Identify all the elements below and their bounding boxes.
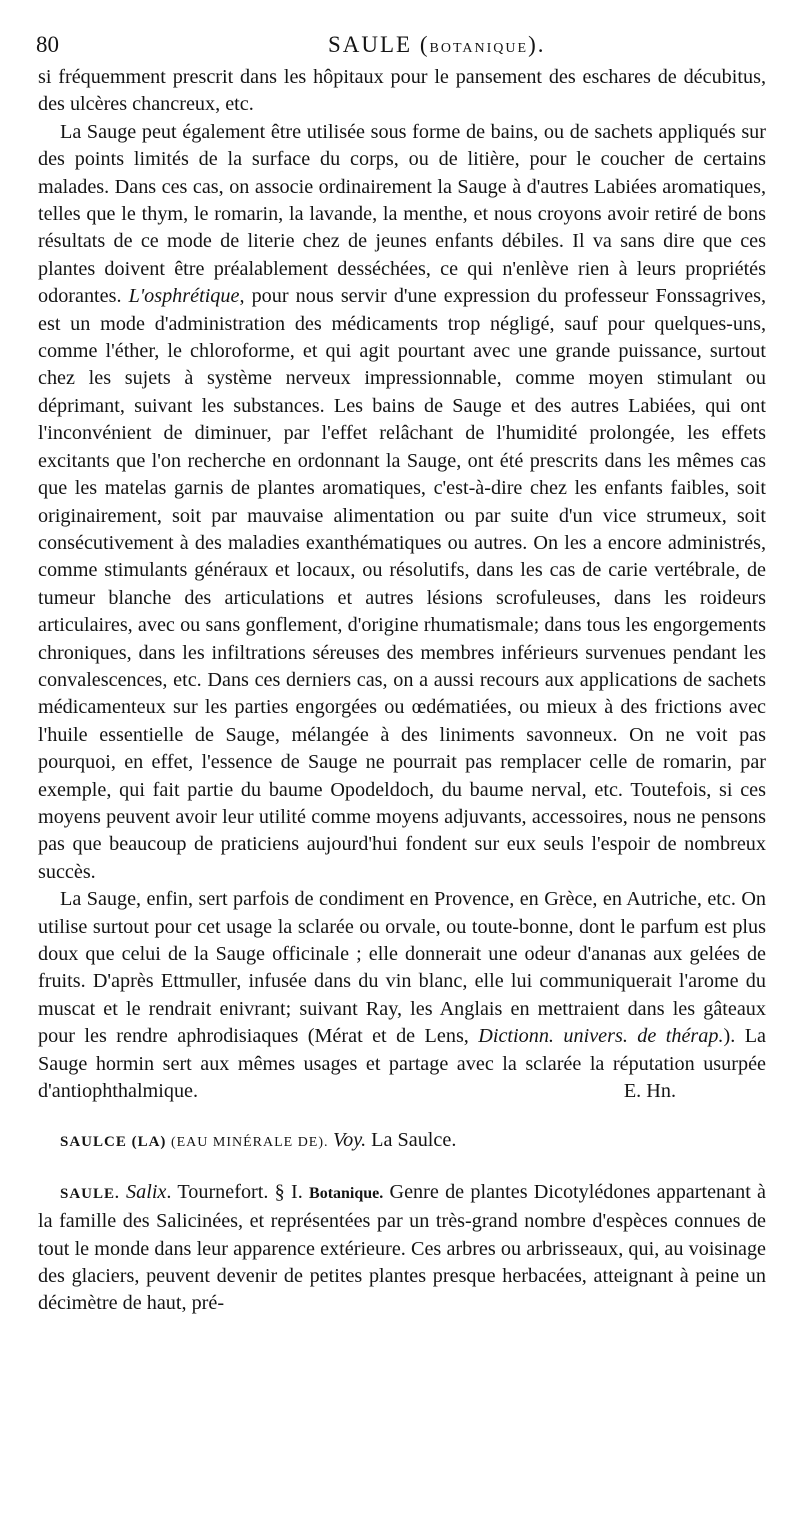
- entry-saule: [38, 1179, 766, 1318]
- body-text: [38, 64, 766, 1318]
- paragraph-text: ). La Sauge hormin sert aux mêmes usages et partage avec la sclarée la réputation usurpée d'antiophthalmique.: [38, 1025, 766, 1103]
- paragraph-text: La Sauge, enfin, sert parfois de condiment en Provence, en Grèce, en Autriche, etc. On utilise surtout pour cet usage la sclarée ou orvale, ou toute-bonne, dont le parfum est plus doux que celui de la Sauge officinale ; elle donnerait une odeur d'ananas aux gelées de fruits. D'après Ettmuller, infusée dans du vin blanc, elle lui communiquerait l'arome du muscat et le rendrait enivrant; suivant Ray, les Anglais en mettraient dans les gâteaux pour les rendre aphrodisiaques (Mérat et de Lens,: [38, 888, 766, 1048]
- entry-text: Genre de plantes Dicotylédones appartenant à la famille des Salicinées, et représentées par un très-grand nombre d'espèces connues de tout le monde dans leur apparence extérieure. Ces arbres ou arbrisseaux, qui, au voisinage des glaciers, peuvent devenir de petites plantes presque herbacées, atteignant à peine un décimètre de haut, pré-: [38, 1180, 767, 1315]
- latin-name: Salix: [126, 1180, 167, 1203]
- running-head: [328, 30, 546, 64]
- paragraph-text: , pour nous servir d'une expression du professeur Fonssagrives, est un mode d'administration des médicaments trop négligé, sauf pour quelques-uns, comme l'éther, le chloroforme, et qui agit pourtant avec une grande puissance, surtout chez les sujets à système nerveux impressionnable, comme moyen stimulant ou déprimant, suivant les substances. Les bains de Sauge et des autres Labiées, qui ont l'inconvénient de diminuer, par l'effet relâchant de l'humidité prolongée, les effets excitants que l'on recherche en ordonnant la Sauge, ont été prescrits dans les mêmes cas que les matelas garnis de plantes aromatiques, c'est-à-dire chez les enfants faibles, soit originairement, soit par mauvaise alimentation ou par suite d'un vice strumeux, soit consécutivement à des maladies exanthématiques ou autres. On les a encore administrés, comme stimulants généraux et locaux, ou résolutifs, dans les cas de carie vertébrale, de tumeur blanche des articulations et autres lésions scrofuleuses, dans les roideurs articulaires, avec ou sans gonflement, d'origine rhumatismale; dans tous les engorgements chroniques, dans les infiltrations séreuses des membres inférieurs survenues pendant les convalescences, etc. Dans ces derniers cas, on a aussi recours aux applications de sachets médicamenteux sur les parties engorgées ou œdématiées, ou mieux à des frictions avec l'huile essentielle de Sauge, mélangée à des liniments savonneux. On ne voit pas pourquoi, en effet, l'essence de Sauge ne pourrait pas remplacer celle de romarin, par exemple, qui fait partie du baume Opodeldoch, du baume nerval, etc. Toutefois, si ces moyens peuvent avoir leur utilité comme moyens adjuvants, accessoires, nous ne pensons pas que beaucoup de praticiens aujourd'hui fondent sur eux seuls l'espoir de nombreux succès.: [38, 285, 767, 883]
- author-signature: E. Hn.: [623, 1080, 676, 1103]
- section-label: Botanique.: [309, 1184, 384, 1202]
- entry-saulce: [38, 1127, 766, 1156]
- paragraph-continuation: si fréquemment prescrit dans les hôpitaux pour le pansement des eschares de décubitus, des ulcères chancreux, etc.: [38, 66, 766, 116]
- see-also-label: Voy.: [333, 1129, 367, 1152]
- entry-subhead: (EAU MINÉRALE DE).: [166, 1135, 334, 1151]
- paragraph-sauge-condiment: [38, 886, 766, 1105]
- running-head-end: ).: [528, 32, 546, 57]
- paragraph-sauge-usage: [38, 119, 766, 886]
- entry-headword: SAULE.: [60, 1185, 120, 1202]
- running-head-small: BOTANIQUE: [429, 41, 529, 56]
- citation-title: Dictionn. univers. de thérap.: [478, 1025, 724, 1048]
- running-head-main: SAULE (: [328, 32, 430, 57]
- italic-term: L'osphrétique: [128, 285, 240, 308]
- paragraph-text: La Sauge peut également être utilisée sous forme de bains, ou de sachets appliqués sur des points limités de la surface du corps, ou de litière, pour le coucher de certains malades. Dans ces cas, on associe ordinairement la Sauge à d'autres Labiées aromatiques, telles que le thym, le romarin, la lavande, la menthe, et nous croyons avoir retiré de bons résultats de ce mode de literie chez de jeunes enfants débiles. Il va sans dire que ces plantes doivent être préalablement desséchées, ce qui n'enlève rien à leurs propriétés odorantes.: [38, 120, 766, 308]
- page-header: [0, 30, 800, 60]
- entry-text: . Tournefort. § I.: [166, 1180, 310, 1203]
- see-also-ref: La Saulce.: [366, 1129, 457, 1152]
- entry-headword: SAULCE (LA): [60, 1134, 167, 1151]
- page-number: 80: [36, 32, 59, 57]
